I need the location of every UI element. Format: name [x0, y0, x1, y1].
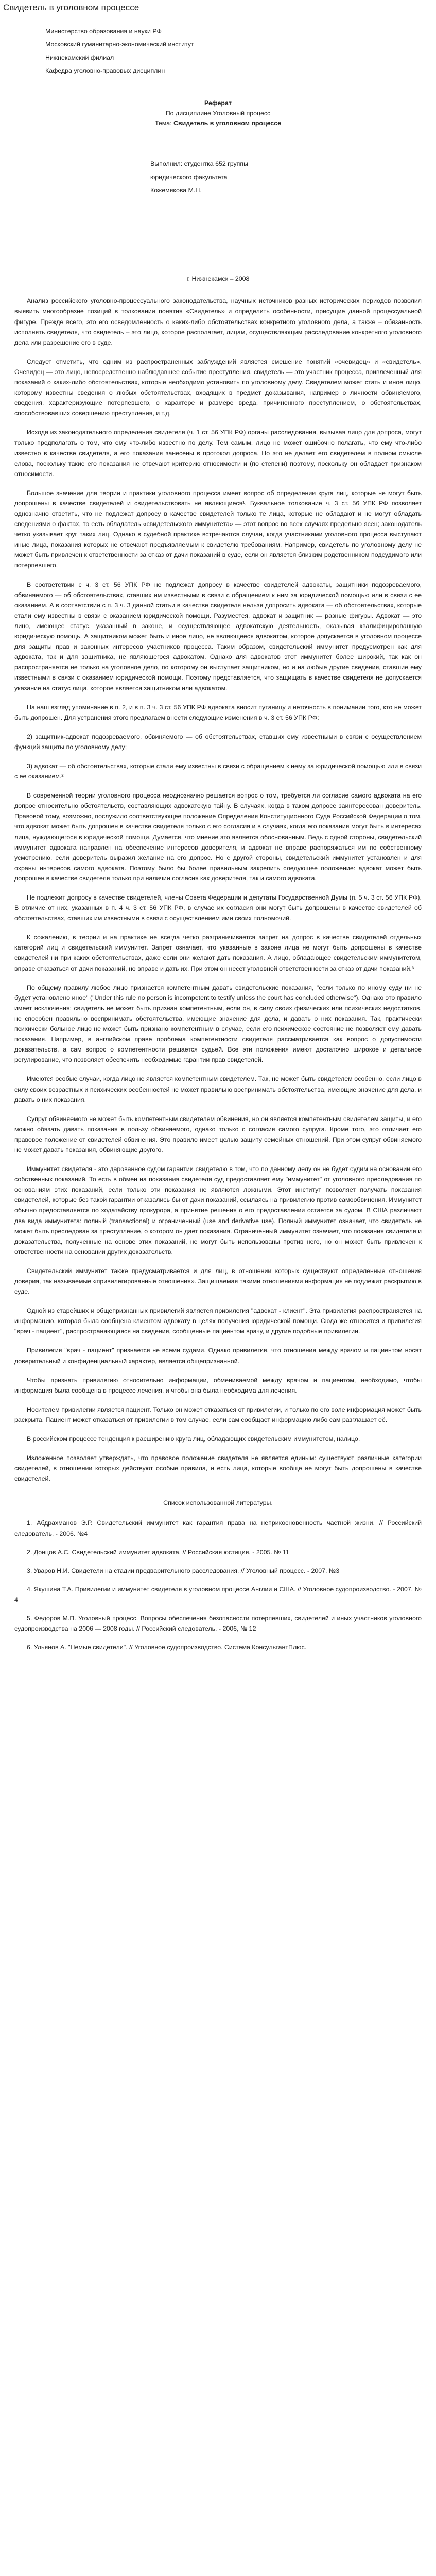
header-line: Министерство образования и науки РФ: [45, 28, 162, 35]
author-block: [150, 158, 429, 197]
body-paragraph: Иммунитет свидетеля - это дарованное судом гарантии свидетелю в том, что по данному делу он не будет судим на основании его собственных показаний. То есть в обмен на показания свидетеля суд предоставляет ему "иммунитет" от уголовного преследования по основаниям этих показаний, если только эти показания не являются ложными. Этот институт позволяет получать показания свидетелей, которые без такой гарантии отказались бы от дачи показаний, ссылаясь на привилегию против самообвинения. Иммунитет обычно предоставляется по ходатайству прокурора, а принятие решения о его предоставлении остается за судом. В США различают два вида иммунитета: полный (transactional) и ограниченный (use and derivative use). Полный иммунитет означает, что свидетель не может быть преследован за преступление, о котором он дает показания. Ограниченный иммунитет означает, что показания свидетеля и доказательства, полученные на основе этих показаний, не могут быть использованы против него, но он может быть привлечен к ответственности на основании других доказательств.: [14, 1165, 422, 1256]
reference-item: 5. Федоров М.П. Уголовный процесс. Вопросы обеспечения безопасности потерпевших, свидетелей и иных участников уголовного судопроизводства на 2006 — 2008 годы. // Российский следователь. - 2006, № 12: [14, 1614, 422, 1633]
author-line: Выполнил: студентка 652 группы: [150, 160, 248, 168]
city-year: г. Нижнекамск – 2008: [186, 275, 250, 283]
header-line: Московский гуманитарно-экономический институт: [45, 41, 194, 48]
body-paragraph: По общему правилу любое лицо признается компетентным давать свидетельские показания, "если только по иному суду ни не будет установлено иное" ("Under this rule no person is incompetent to testify unless the court has concluded otherwise"). Однако это правило имеет исключения: свидетель не может быть признан компетентным, если он, в силу своих физических или психических недостатков, не способен правильно воспринимать обстоятельства, имеющие значение для дела, и давать о них показания. Так, практически психически больное лицо не может быть признано компетентным в случае, если его психическое состояние не позволяет ему давать показания. Например, в английском праве проблема компетентности свидетеля рассматривается как вопрос о допустимости доказательств, а сам вопрос о компетентности решается судьей. Все эти положения имеют достаточно широкое и детальное регулирование, что позволяет обеспечить необходимые гарантии прав свидетелей.: [14, 984, 422, 1064]
reference-item: 3. Уваров Н.И. Свидетели на стадии предварительного расследования. // Уголовный процесс. - 2007. №3: [27, 1567, 340, 1574]
body-paragraph: Анализ российского уголовно-процессуального законодательства, научных источников разных исторических периодов позволил выявить многообразие позиций в толковании понятия «Свидетель» и определить особенности, присущие данной процессуальной фигуре. Прежде всего, это его осведомленность о каких-либо обстоятельствах конкретного уголовного дела, а также – обязанность исполнять свидетеля, что свидетель – это лицо, которое располагает, лицам, осуществляющим расследование конкретного уголовного дела или разрешение его в суде.: [14, 297, 422, 346]
body-paragraph: Не подлежит допросу в качестве свидетелей, члены Совета Федерации и депутаты Государственной Думы (п. 5 ч. 3 ст. 56 УПК РФ). В отличие от них, указанных в п. 4 ч. 3 ст. 56 УПК РФ, в случае их согласия они могут быть допрошены в качестве свидетелей об обстоятельствах, ставших им известными в связи с осуществлением ими своих полномочий.: [14, 894, 422, 922]
reference-item: 1. Абдрахманов Э.Р. Свидетельский иммунитет как гарантия права на неприкосновенность частной жизни. // Российский следователь. - 2006. №4: [14, 1519, 422, 1537]
page-title: Свидетель в уголовном процессе: [3, 3, 139, 12]
reference-item: 4. Якушина Т.А. Привилегии и иммунитет свидетеля в уголовном процессе Англии и США. // Уголовное судопроизводство. - 2007. № 4: [14, 1585, 422, 1603]
paragraphs: [7, 296, 429, 1484]
body-paragraph: Чтобы признать привилегию относительно информации, обмениваемой между врачом и пациентом, необходимо, чтобы информация была сообщена в процессе лечения, и чтобы она была необходима для лечения.: [14, 1376, 422, 1394]
discipline-line: По дисциплине Уголовный процесс: [165, 109, 271, 117]
referat-title: Реферат: [204, 99, 232, 107]
body-paragraph: Привилегия "врач - пациент" признается не всеми судами. Однако привилегия, что отношения между врачом и пациентом носят доверительный и конфиденциальный характер, является общепризнанной.: [14, 1347, 422, 1365]
topic-line: [7, 118, 429, 129]
body-paragraph: Изложенное позволяет утверждать, что правовое положение свидетеля не является единым: существуют различные категории свидетелей, в отношении которых действуют особые правила, и есть лица, которые вообще не могут быть допрошены в качестве свидетелей.: [14, 1454, 422, 1483]
body-paragraph: Носителем привилегии является пациент. Только он может отказаться от привилегии, и только по его воле информация может быть раскрыта. Пациент может отказаться от привилегии в том случае, если сам сообщает информацию либо сам разглашает её.: [14, 1405, 422, 1423]
author-line: юридического факультета: [150, 173, 228, 181]
body-paragraph: 3) адвокат — об обстоятельствах, которые стали ему известны в связи с обращением к нему за юридической помощью или в связи с ее оказанием.²: [14, 762, 422, 781]
body-paragraph: Одной из старейших и общепризнанных привилегий является привилегия "адвокат - клиент". Эта привилегия распространяется на информацию, которая была сообщена клиентом адвокату в целях получения юридической помощи. Сюда же относится и привилегия "врач - пациент", распространяющаяся на сведения, сообщенные пациентом врачу, и другие подобные привилегии.: [14, 1307, 422, 1335]
body-paragraph: Следует отметить, что одним из распространенных заблуждений является смешение понятий «очевидец» и «свидетель». Очевидец — это лицо, непосредственно наблюдавшее событие преступления, свидетель — это участник процесса, привлеченный для показаний о каких-либо обстоятельствах, которые необходимо установить по уголовному делу. Свидетелем может стать и иное лицо, которому известны сведения о любых обстоятельствах, входящих в предмет доказывания, например о личности обвиняемого, сведения, характеризующие потерпевшего, о характере и размере вреда, причиненного преступлением, о обстоятельствах, способствовавших совершению преступления, и т.д.: [14, 358, 422, 417]
body-paragraph: 2) защитник-адвокат подозреваемого, обвиняемого — об обстоятельствах, ставших ему известными в связи с осуществлением функций защиты по уголовному делу;: [14, 733, 422, 751]
reference-item: 2. Донцов А.С. Свидетельский иммунитет адвоката. // Российская юстиция. - 2005. № 11: [27, 1548, 289, 1556]
body-paragraph: К сожалению, в теории и на практике не всегда четко разграничивается запрет на допрос в качестве свидетелей отдельных категорий лиц и свидетельский иммунитет. Запрет означает, что указанные в законе лица не могут быть допрошены в качестве свидетелей ни при каких обстоятельствах, даже если они желают дать показания. А лицо, обладающее свидетельским иммунитетом, вправе отказаться от дачи показаний, но вправе и дать их. При этом он несет уголовной ответственности за отказ от дачи показаний.³: [14, 934, 422, 972]
author-line: Кожемякова М.Н.: [150, 187, 202, 194]
header-line: Нижнекамский филиал: [45, 54, 114, 61]
topic-prefix: Тема:: [155, 120, 174, 127]
body-paragraph: Имеются особые случаи, когда лицо не является компетентным свидетелем. Так, не может быть свидетелем особенно, если лицо в силу своих возрастных и психических особенностей не может правильно воспринимать обстоятельства, имеющие значение для дела, и давать о них показания.: [14, 1075, 422, 1104]
body-paragraph: В современной теории уголовного процесса неоднозначно решается вопрос о том, требуется ли согласие самого адвоката на его допрос относительно обстоятельств, составляющих адвокатскую тайну. В случаях, когда в таком допросе заинтересован доверитель. Правовой тому, возможно, послужило соответствующее положение Определения Конституционного Суда Российской Федерации о том, что адвокат может быть допрошен в качестве свидетеля только с его согласия и в случаях, когда его показания могут быть в интересах лица, нуждающегося в юридической помощи. Думается, что мнение это является обоснованным. Ведь с одной стороны, свидетельский иммунитет адвоката направлен на обеспечение интересов доверителя, и адвокат не вправе распоряжаться им по собственному усмотрению, если доверитель выразил желание на его допрос. Но с другой стороны, свидетельский иммунитет установлен и для охраны интересов самого адвоката. Поэтому было бы более правильным закрепить следующее положение: адвокат может быть допрошен в качестве свидетеля только при наличии согласия как доверителя, так и самого адвоката.: [14, 792, 422, 882]
topic-name: Свидетель в уголовном процессе: [173, 120, 281, 127]
document-body: [0, 25, 436, 1671]
institution-header: [45, 25, 429, 78]
references-list: [7, 1518, 429, 1652]
body-paragraph: Исходя из законодательного определения свидетеля (ч. 1 ст. 56 УПК РФ) органы расследования, вызывая лицо для допроса, могут только предполагать о том, что ему что-либо известно по делу. Тем самым, лицо не может ошибочно полагать, что ему что-либо известно в качестве свидетеля, а его показания занесены в протокол допроса. Но это не делает его свидетелем в полном смысле слова, поскольку такие его показания не отвечают критерию относимости и (по степени) поэтому, поскольку он обладает признаком относимости.: [14, 429, 422, 478]
reference-item: 6. Ульянов А. "Немые свидетели". // Уголовное судопроизводство. Система КонсультантПлюс.: [27, 1643, 307, 1651]
body-paragraph: Большое значение для теории и практики уголовного процесса имеет вопрос об определении круга лиц, которые не могут быть допрошены в качестве свидетелей и свидетельствовать не являющиеся¹. Буквальное толкование ч. 3 ст. 56 УПК РФ позволяет однозначно ответить, что не подлежат допросу в качестве свидетелей только те лица, которые не обладают и не могут обладать сведениями о фактах, то есть обладатель «свидетельского иммунитета» — этот вопрос во всех случаях предельно ясен; законодатель четко указывает круг таких лиц. Однако в судебной практике встречаются случаи, когда участниками уголовного процесса выступают иные лица, показания которых не отвечают предъявляемым к свидетелю требованиям. Например, свидетель по уголовному делу не может быть привлечен к ответственности за отказ от дачи показаний в суде, если он является близким родственником подсудимого или потерпевшего.: [14, 489, 422, 569]
references-title: Список использованной литературы.: [163, 1499, 273, 1507]
header-line: Кафедра уголовно-правовых дисциплин: [45, 67, 165, 75]
body-paragraph: На наш взгляд упоминание в п. 2, и в п. 3 ч. 3 ст. 56 УПК РФ адвоката вносит путаницу и неточность в понимании того, кто не может быть допрошен. Для устранения этого предлагаем внести следующие изменения в ч. 3 ст. 56 УПК РФ:: [14, 703, 422, 721]
body-paragraph: Свидетельский иммунитет также предусматривается и для лиц, в отношении которых существуют определенные отношения доверия, так называемые «привилегированные отношения». Защищаемая такими отношениями информация не подлежит раскрытию в суде.: [14, 1267, 422, 1296]
body-paragraph: В российском процессе тенденция к расширению круга лиц, обладающих свидетельским иммунитетом, налицо.: [27, 1435, 360, 1443]
body-paragraph: Супруг обвиняемого не может быть компетентным свидетелем обвинения, но он является компетентным свидетелем защиты, и его можно обязать давать показания в пользу обвиняемого, однако только с согласия самого супруга. Кроме того, это отличает его правовое положение от свидетелей обвинения. Это правило имеет целью защиту семейных отношений. При этом супруг обвиняемого не может давать показания, обвиняющие другого.: [14, 1115, 422, 1154]
body-paragraph: В соответствии с ч. 3 ст. 56 УПК РФ не подлежат допросу в качестве свидетелей адвокаты, защитники подозреваемого, обвиняемого — об обстоятельствах, ставших им известными в связи с обращением к ним за юридической помощью или в связи с ее оказанием. А в соответствии с п. 3 ч. 3 данной статьи в качестве свидетеля нельзя допросить адвоката — об обстоятельствах, которые стали ему известны в связи с оказанием юридической помощи. Разумеется, адвокат и защитник — разные фигуры. Адвокат — это лицо, имеющее статус, указанный в законе, и осуществляющее адвокатскую деятельность, оказывая квалифицированную юридическую помощь. А защитником может быть и иное лицо, не являющееся адвокатом, которое допускается в уголовном процессе для защиты прав и законных интересов участников процесса. Таким образом, свидетельский иммунитет предусмотрен как для адвоката, так и для защитника, не являющегося адвокатом. Однако для адвокатов этот иммунитет более широкий, так как он распространяется не только на уголовное дело, по которому он выступает защитником, но и на любые другие сведения, ставшие ему известными в связи с оказанием юридической помощи. Поэтому представляется, что защищать в качестве свидетеля не допускается указание на статус лица, которое является защитником или адвокатом.: [14, 581, 422, 692]
